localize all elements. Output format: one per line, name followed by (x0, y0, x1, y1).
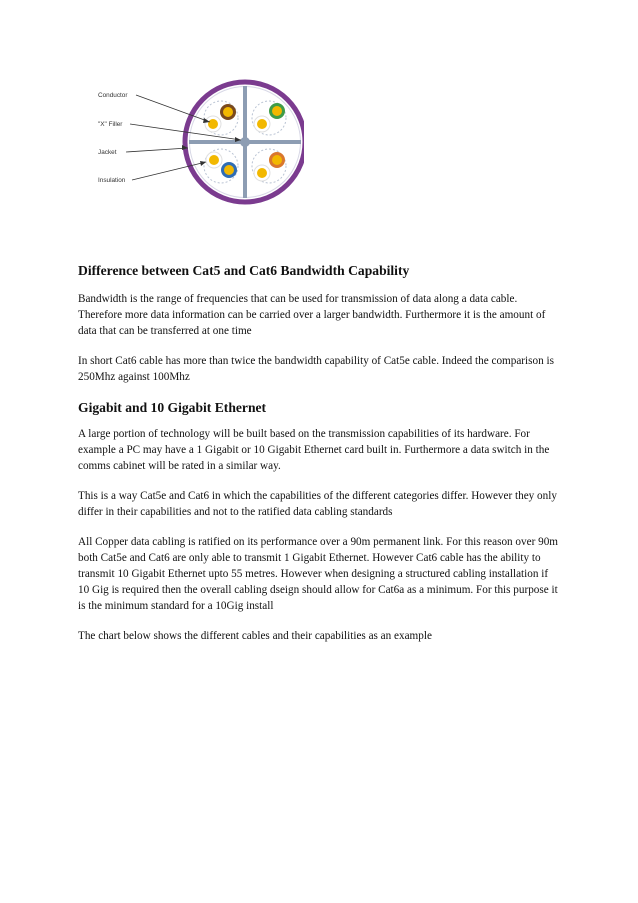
paragraph-hardware-capabilities: A large portion of technology will be built based on the transmission capabilities of its hardware. For example a PC may have a 1 Gigabit or 10 Gigabit Ethernet card built in. Furthermore a data switch in the comms cabinet will be rated in a similar way. (78, 428, 550, 472)
paragraph-copper-cabling-ratification: All Copper data cabling is ratified on its performance over a 90m permanent link. For this reason over 90m both Cat5e and Cat6 are only able to transmit 1 Gigabit Ethernet. However Cat6 cable has the ability to transmit 10 Gigabit Ethernet upto 55 metres. However when designing a structured cabling installation if 10 Gig is required then the overall cabling dseign should allow for Cat6a as a minimum. For this purpose it is the minimum standard for a 10Gig install (78, 536, 558, 612)
label-conductor: Conductor (98, 92, 128, 99)
label-jacket: Jacket (98, 149, 117, 156)
paragraph-bandwidth-definition: Bandwidth is the range of frequencies that can be used for transmission of data along a data cable. Therefore more data information can be carried over a larger bandwidth. Furthermore it is the amount of data that can be transferred at one time (78, 293, 546, 337)
heading-bandwidth: Difference between Cat5 and Cat6 Bandwidth Capability (78, 263, 410, 278)
cable-cross-section-figure (92, 78, 304, 210)
cable-cross-section-diagram (92, 78, 304, 210)
paragraph-category-differences: This is a way Cat5e and Cat6 in which the capabilities of the different categories differ. However they only differ in their capabilities and not to the ratified data cabling standards (78, 490, 557, 518)
paragraph-bandwidth-comparison: In short Cat6 cable has more than twice the bandwidth capability of Cat5e cable. Indeed the comparison is 250Mhz against 100Mhz (78, 355, 554, 383)
label-x-filler: "X" Filler (98, 121, 123, 128)
paragraph-chart-intro: The chart below shows the different cables and their capabilities as an example (78, 630, 432, 642)
heading-gigabit-ethernet: Gigabit and 10 Gigabit Ethernet (78, 400, 267, 415)
x-filler-center (240, 137, 250, 147)
label-insulation: Insulation (98, 177, 126, 184)
document-body (78, 262, 558, 658)
